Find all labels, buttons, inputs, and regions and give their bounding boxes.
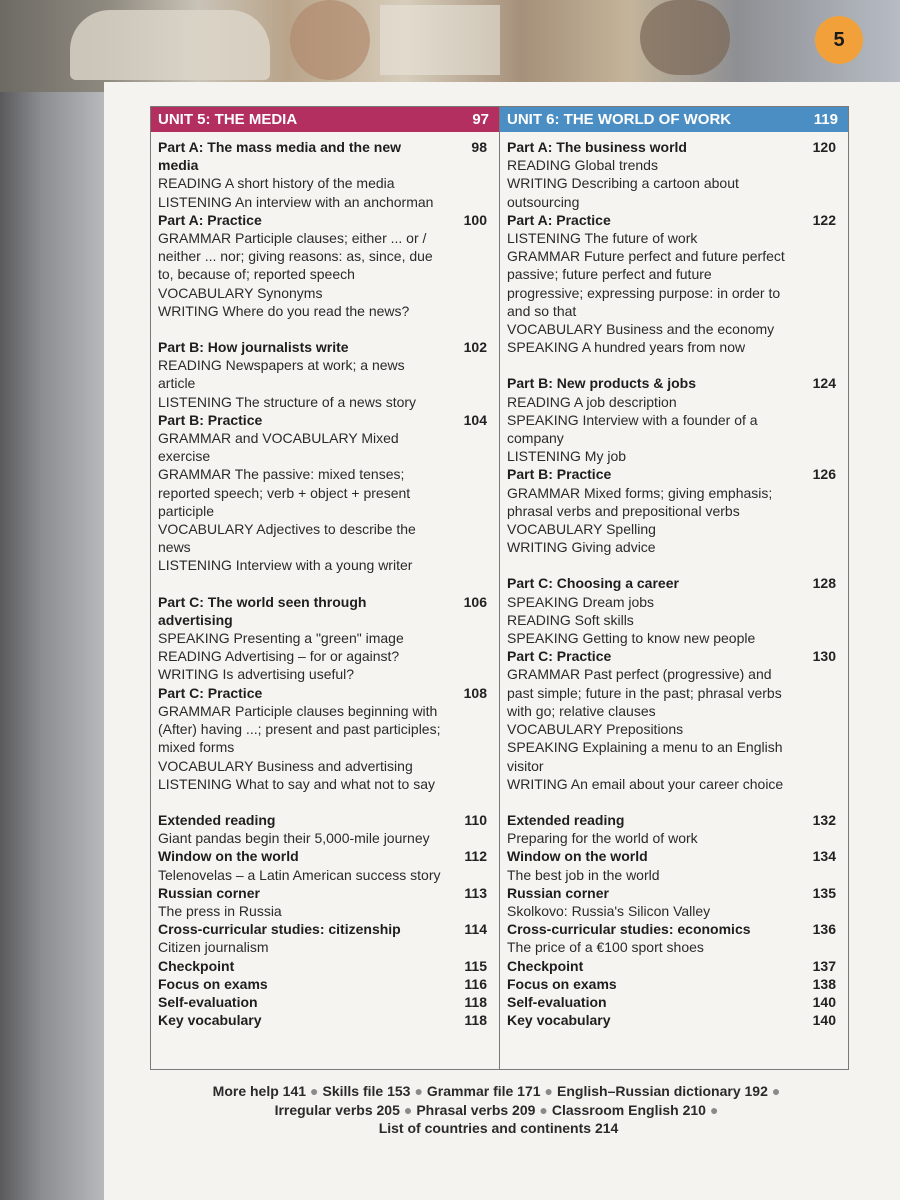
toc-entry-row [507,338,848,356]
section-gap [158,320,499,338]
toc-page-number [796,538,848,556]
toc-page-number [447,302,499,320]
toc-entry-row [158,174,499,192]
toc-heading-row [507,884,848,902]
toc-entry-row [158,829,499,847]
toc-entry-text: Telenovelas – a Latin American success story [158,866,441,883]
toc-entry-row [158,866,499,884]
toc-entry-text: READING A job description [507,393,677,410]
toc-entry-row [507,393,848,411]
toc-entry-row [507,229,848,247]
toc-entry-row [507,484,848,520]
toc-heading-row [158,1011,499,1029]
toc-entry-row [507,447,848,465]
toc-page-number [796,229,848,247]
toc-entry-text: GRAMMAR Participle clauses beginning with (After) having ...; present and past participles; mixed forms [158,702,441,756]
toc-entry-row [158,284,499,302]
toc-entry-text: VOCABULARY Spelling [507,521,656,538]
toc-entry-text: VOCABULARY Synonyms [158,284,323,301]
toc-page-number: 136 [812,921,836,938]
toc-entry-row [507,902,848,920]
appendix-link: Classroom English 210 [551,1101,706,1118]
toc-heading: Russian corner [158,884,260,901]
toc-entry-text: READING Newspapers at work; a news article [158,357,405,392]
left-page-edge [0,92,104,1200]
toc-page-number [796,720,848,738]
toc-page-number [447,829,499,847]
toc-heading-row [507,811,848,829]
toc-entry-row [158,302,499,320]
toc-heading: Key vocabulary [507,1012,611,1029]
toc-heading: Part A: The business world [507,139,687,155]
toc-entry-row [507,775,848,793]
toc-heading-row [507,847,848,865]
toc-page-number [796,866,848,884]
toc-page-number [447,174,499,192]
toc-heading-row [507,957,848,975]
bullet-separator: ● [414,1083,423,1099]
unit6-title: UNIT 6: THE WORLD OF WORK [507,111,732,128]
toc-page-number [447,629,499,647]
toc-entry-text: SPEAKING Getting to know new people [507,630,756,647]
toc-page-number [447,284,499,302]
appendix-link: Grammar file 171 [426,1083,541,1099]
toc-page-number [796,520,848,538]
toc-entry-text: Citizen journalism [158,939,269,956]
toc-heading: Key vocabulary [158,1012,262,1029]
toc-page-number [447,465,499,520]
toc-entry-row [507,320,848,338]
banner-person-photo [640,0,730,75]
bullet-separator: ● [403,1101,413,1118]
toc-entry-text: GRAMMAR Participle clauses; either ... or / neither ... nor; giving reasons: as, since, due to, because of; reported speech [158,230,433,283]
toc-page-number: 112 [464,848,487,865]
toc-heading-row [507,138,848,156]
toc-heading: Part A: The mass media and the new media [158,139,401,174]
toc-entry-row [507,174,848,210]
toc-entry-text: LISTENING My job [507,448,627,465]
toc-entry-row [158,429,499,465]
toc-entry-row [158,393,499,411]
toc-heading-row [507,975,848,993]
toc-page-number: 108 [463,684,487,701]
toc-entry-row [507,611,848,629]
toc-page-number: 106 [463,593,487,610]
toc-page-number [447,757,499,775]
toc-page-number [796,738,848,774]
toc-heading-row [158,847,499,865]
toc-heading-row [507,465,848,483]
toc-heading: Part A: Practice [507,211,611,228]
toc-heading: Part C: The world seen through advertising [158,593,367,628]
toc-page-number: 132 [812,811,836,828]
toc-page-number: 128 [812,575,836,592]
unit6-column [500,107,848,1069]
toc-page-number [796,338,848,356]
toc-heading: Extended reading [158,811,276,828]
toc-entry-text: SPEAKING Interview with a founder of a company [507,411,758,447]
toc-entry-row [158,193,499,211]
toc-page-number [796,320,848,338]
toc-entry-text: SPEAKING Explaining a menu to an English visitor [507,739,783,774]
toc-entry-row [158,465,499,520]
toc-page-number: 134 [812,848,836,865]
toc-entry-text: WRITING Where do you read the news? [158,302,410,319]
toc-page-number: 114 [464,921,487,938]
toc-heading-row [158,993,499,1011]
toc-page-number: 118 [464,993,487,1010]
bullet-separator: ● [771,1083,781,1099]
toc-page-number: 130 [812,648,836,665]
toc-page-number [447,393,499,411]
toc-heading-row [158,975,499,993]
toc-entry-row [158,556,499,574]
toc-heading-row [158,811,499,829]
toc-heading: Part A: Practice [158,211,262,228]
toc-entry-row [507,738,848,774]
toc-page-number [447,356,499,392]
toc-entry-text: GRAMMAR The passive: mixed tenses; reported speech; verb + object + present participle [158,466,411,519]
appendix-link: Phrasal verbs 209 [416,1101,536,1118]
toc-page-number [447,902,499,920]
toc-page-number [796,829,848,847]
toc-heading-row [158,411,499,429]
toc-entry-text: LISTENING The future of work [507,230,698,247]
toc-entry-text: The price of a €100 sport shoes [507,939,704,956]
appendix-link: More help 141 [212,1083,307,1099]
toc-entry-row [507,156,848,174]
toc-entry-text: SPEAKING A hundred years from now [507,339,746,356]
unit6-entries [500,132,848,1029]
toc-entry-text: LISTENING An interview with an anchorman [158,193,434,210]
toc-entry-text: VOCABULARY Adjectives to describe the news [158,521,416,556]
toc-entry-row [507,866,848,884]
toc-entry-text: The best job in the world [507,866,660,883]
toc-entry-text: WRITING Describing a cartoon about outsourcing [507,175,739,210]
toc-entry-text: GRAMMAR and VOCABULARY Mixed exercise [158,430,399,465]
toc-page-number: 98 [471,139,487,155]
toc-page-number [796,938,848,956]
appendix-line [150,1119,847,1138]
toc-page-number [447,775,499,793]
toc-page-number [447,665,499,683]
toc-page-number [796,593,848,611]
toc-page-number [447,520,499,556]
toc-entry-text: READING A short history of the media [158,175,395,192]
toc-page-number [447,429,499,465]
unit5-page: 97 [472,111,489,128]
toc-page-number [447,866,499,884]
toc-entry-text: LISTENING Interview with a young writer [158,557,413,574]
toc-entry-row [507,411,848,447]
toc-entry-text: GRAMMAR Mixed forms; giving emphasis; phrasal verbs and prepositional verbs [507,484,773,519]
toc-heading: Self-evaluation [158,993,258,1010]
toc-heading-row [158,884,499,902]
toc-heading-row [158,138,499,174]
toc-entry-row [507,720,848,738]
bullet-separator: ● [709,1101,719,1118]
toc-page-number: 110 [464,811,487,828]
toc-entry-text: GRAMMAR Past perfect (progressive) and past simple; future in the past; phrasal verbs with go; relative clauses [507,666,782,719]
toc-entry-text: SPEAKING Dream jobs [507,593,655,610]
section-gap [158,575,499,593]
toc-page-number [796,484,848,520]
toc-heading-row [158,957,499,975]
toc-heading-row [158,684,499,702]
toc-page-number: 115 [464,957,487,974]
toc-heading: Cross-curricular studies: economics [507,921,751,938]
toc-page-number: 140 [812,993,836,1010]
toc-heading-row [158,920,499,938]
toc-page-number: 126 [812,466,836,483]
toc-page-number: 124 [812,375,836,392]
toc-entry-row [158,629,499,647]
toc-heading: Russian corner [507,884,609,901]
toc-heading: Focus on exams [507,975,617,992]
toc-entry-text: WRITING Is advertising useful? [158,666,355,683]
unit5-entries [151,132,499,1029]
toc-entry-row [507,247,848,320]
bullet-separator: ● [310,1083,319,1099]
banner-car-photo [70,10,270,80]
banner-person-photo [290,0,370,80]
toc-entry-row [507,538,848,556]
toc-entry-text: The press in Russia [158,902,282,919]
toc-heading: Extended reading [507,811,625,828]
toc-heading-row [158,593,499,629]
toc-entry-row [158,665,499,683]
toc-entry-row [158,702,499,757]
toc-page-number [796,411,848,447]
toc-entry-text: READING Advertising – for or against? [158,648,400,665]
banner-house-photo [380,5,500,75]
toc-heading: Checkpoint [158,957,235,974]
toc-heading-row [507,211,848,229]
unit6-header [500,107,848,132]
toc-heading-row [507,993,848,1011]
toc-page-number [796,247,848,320]
toc-page-number [447,647,499,665]
toc-page-number: 122 [812,211,836,228]
unit5-header [151,107,499,132]
photo-banner [0,0,900,92]
toc-entry-row [507,593,848,611]
toc-page-number: 113 [464,884,487,901]
toc-entry-row [507,520,848,538]
toc-heading-row [507,1011,848,1029]
unit6-page: 119 [813,111,838,128]
toc-page-number [796,775,848,793]
toc-entry-text: Giant pandas begin their 5,000-mile journey [158,830,430,847]
toc-page-number [796,629,848,647]
toc-entry-text: Skolkovo: Russia's Silicon Valley [507,902,711,919]
toc-entry-row [158,647,499,665]
toc-heading-row [507,574,848,592]
section-gap [507,793,848,811]
toc-page-number: 102 [463,339,487,356]
table-of-contents [150,106,849,1070]
toc-page-number: 135 [812,884,836,901]
toc-entry-row [158,520,499,556]
toc-page-number [447,229,499,284]
appendix-link: Irregular verbs 205 [274,1101,400,1118]
toc-entry-text: READING Global trends [507,157,658,174]
toc-heading: Part B: Practice [158,411,263,428]
unit5-column [151,107,500,1069]
toc-page-number [447,702,499,757]
toc-page-number: 138 [812,975,836,992]
toc-entry-text: VOCABULARY Business and advertising [158,757,413,774]
toc-page-number [447,556,499,574]
toc-entry-row [158,229,499,284]
toc-heading: Part C: Practice [158,684,263,701]
toc-heading: Window on the world [507,848,648,865]
appendix-line [150,1082,847,1101]
toc-entry-row [507,938,848,956]
toc-entry-text: LISTENING What to say and what not to say [158,775,436,792]
toc-heading: Self-evaluation [507,993,607,1010]
toc-page-number [796,174,848,210]
toc-heading: Cross-curricular studies: citizenship [158,921,401,938]
section-gap [507,356,848,374]
toc-entry-text: VOCABULARY Prepositions [507,721,684,738]
toc-entry-row [158,356,499,392]
toc-heading-row [507,920,848,938]
toc-page-number: 118 [464,1012,487,1029]
toc-page-number [796,902,848,920]
bullet-separator: ● [544,1083,554,1099]
toc-page-number: 137 [812,957,836,974]
toc-heading-row [158,211,499,229]
appendix-link: Skills file 153 [322,1083,411,1099]
unit5-title: UNIT 5: THE MEDIA [158,111,298,128]
toc-entry-text: GRAMMAR Future perfect and future perfect passive; future perfect and future progressive; expressing purpose: in order to and so that [507,248,785,319]
toc-page-number [447,938,499,956]
toc-entry-text: LISTENING The structure of a news story [158,393,417,410]
toc-heading: Window on the world [158,848,299,865]
section-gap [507,556,848,574]
appendix-links [150,1082,847,1138]
toc-page-number: 140 [812,1012,836,1029]
toc-page-number [447,193,499,211]
toc-heading: Part B: How journalists write [158,339,349,356]
toc-heading-row [158,338,499,356]
toc-entry-text: WRITING An email about your career choice [507,775,784,792]
toc-heading: Focus on exams [158,975,268,992]
toc-entry-row [158,775,499,793]
toc-heading: Part B: New products & jobs [507,375,697,392]
toc-entry-text: Preparing for the world of work [507,830,698,847]
toc-entry-text: READING Soft skills [507,611,634,628]
toc-page-number [796,447,848,465]
toc-heading: Part C: Choosing a career [507,575,679,592]
bullet-separator: ● [539,1101,548,1118]
toc-page-number [796,665,848,720]
toc-entry-row [507,629,848,647]
appendix-link: English–Russian dictionary 192 [557,1083,768,1099]
toc-heading: Checkpoint [507,957,584,974]
toc-page-number: 104 [463,411,487,428]
toc-entry-row [158,902,499,920]
toc-entry-text: WRITING Giving advice [507,539,656,556]
toc-heading-row [507,647,848,665]
toc-entry-row [507,665,848,720]
toc-page-number [796,611,848,629]
toc-entry-row [158,757,499,775]
toc-page-number: 120 [812,139,836,155]
toc-heading-row [507,374,848,392]
appendix-link: List of countries and continents 214 [378,1120,619,1136]
toc-page-number: 100 [463,211,487,228]
toc-page-number [796,156,848,174]
toc-heading: Part C: Practice [507,648,612,665]
section-gap [158,793,499,811]
toc-entry-text: SPEAKING Presenting a "green" image [158,630,404,647]
toc-page-number [796,393,848,411]
page-number-badge: 5 [815,16,863,64]
toc-heading: Part B: Practice [507,466,612,483]
toc-entry-row [158,938,499,956]
toc-entry-row [507,829,848,847]
toc-page-number: 116 [464,975,487,992]
appendix-line [150,1101,847,1120]
toc-entry-text: VOCABULARY Business and the economy [507,321,775,338]
